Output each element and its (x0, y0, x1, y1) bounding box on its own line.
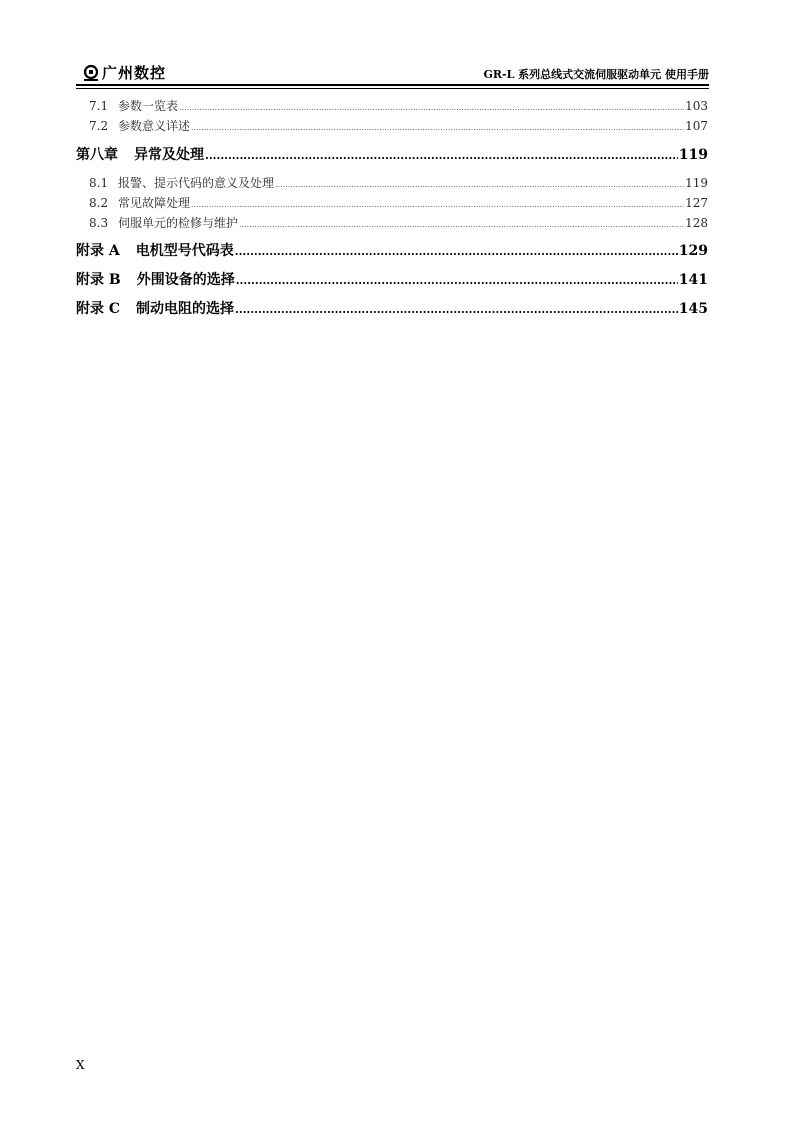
toc-page-number: 107 (685, 119, 708, 133)
toc-number: 7.2 (89, 119, 109, 133)
toc-title: 常见故障处理 (118, 196, 191, 210)
toc-number: 附录 C (76, 301, 121, 317)
toc-page-number: 141 (678, 272, 708, 288)
toc-entry-8-1[interactable] (89, 174, 708, 191)
toc-leader-dots (191, 200, 684, 209)
toc-page-number: 128 (685, 216, 708, 230)
toc-leader-dots (191, 123, 684, 132)
toc-page-number: 129 (678, 243, 708, 259)
toc-page-number: 145 (678, 301, 708, 317)
toc-title: 电机型号代码表 (135, 243, 234, 259)
toc-number: 第八章 (76, 147, 118, 163)
toc-leader-dots (179, 103, 684, 112)
toc-leader-dots (235, 303, 678, 316)
document-title: GR-L 系列总线式交流伺服驱动单元 使用手册 (483, 68, 709, 81)
toc-page-number: 103 (685, 99, 708, 113)
toc-page-number: 119 (685, 176, 708, 190)
toc-number: 7.1 (89, 99, 109, 113)
toc-number: 8.1 (89, 176, 109, 190)
page-footer-number: X (76, 1058, 85, 1072)
header-rule-thick (76, 84, 709, 86)
toc-number: 8.2 (89, 196, 109, 210)
toc-title: 伺服单元的检修与维护 (118, 216, 239, 230)
toc-number: 附录 A (76, 243, 120, 259)
toc-leader-dots (275, 180, 684, 189)
toc-title: 制动电阻的选择 (136, 301, 235, 317)
toc-entry-appendix-c[interactable] (76, 298, 708, 318)
toc-title: 参数一览表 (118, 99, 179, 113)
toc-title: 报警、提示代码的意义及处理 (118, 176, 275, 190)
toc-number: 附录 B (76, 272, 121, 288)
toc-entry-appendix-b[interactable] (76, 269, 708, 289)
toc-title: 参数意义详述 (118, 119, 191, 133)
logo-text: 广州数控 (102, 64, 167, 82)
toc-entry-appendix-a[interactable] (76, 240, 708, 260)
toc-leader-dots (236, 274, 678, 287)
toc-number: 8.3 (89, 216, 109, 230)
toc-title: 外围设备的选择 (136, 272, 235, 288)
toc-entry-8-2[interactable] (89, 194, 708, 211)
toc-entry-7-1[interactable] (89, 97, 708, 114)
gsk-logo-icon (82, 64, 100, 82)
toc-title: 异常及处理 (134, 147, 204, 163)
page-header (76, 56, 709, 84)
toc-leader-dots (235, 245, 678, 258)
toc-entry-7-2[interactable] (89, 117, 708, 134)
header-rule-thin (76, 88, 709, 89)
toc-entry-8-3[interactable] (89, 214, 708, 231)
toc-page-number: 119 (678, 147, 708, 163)
toc-page-number: 127 (685, 196, 708, 210)
toc-entry-chapter-8[interactable] (76, 144, 708, 164)
gsk-logo (82, 60, 166, 82)
toc-leader-dots (205, 149, 678, 162)
toc-leader-dots (239, 220, 684, 229)
